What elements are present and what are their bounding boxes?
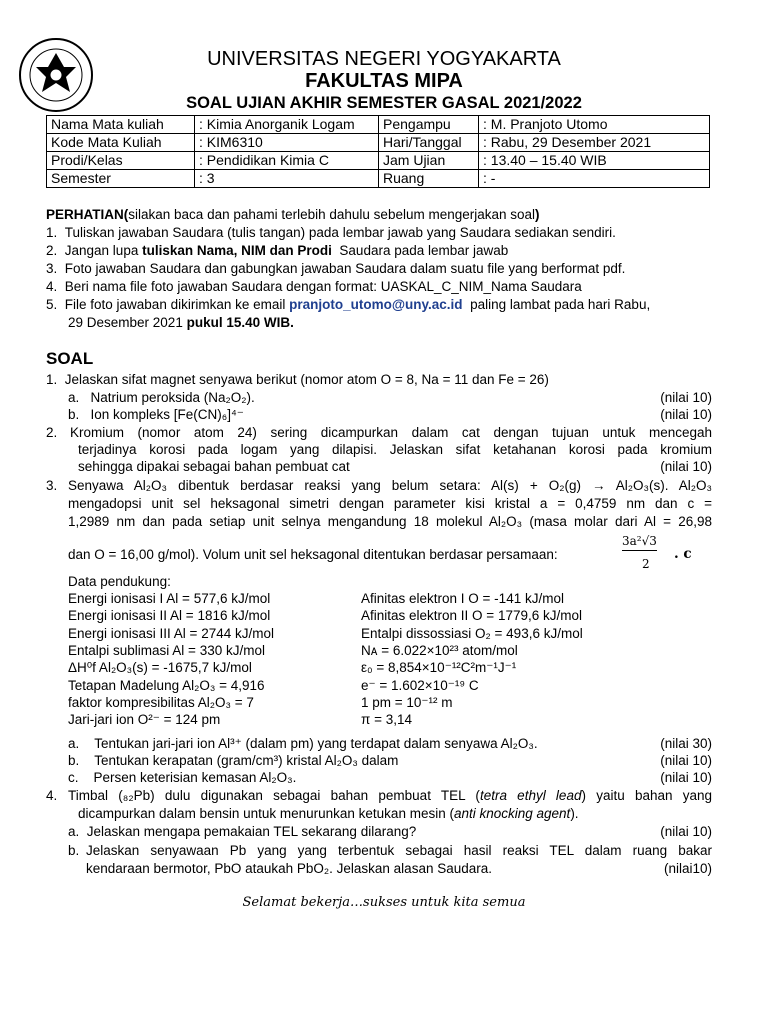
email-link[interactable]: pranjoto_utomo@uny.ac.id [289, 297, 463, 312]
data-item-left: Energi ionisasi III Al = 2744 kJ/mol [68, 625, 274, 641]
data-item-right: π = 3,14 [361, 712, 412, 728]
question-1b: b. Ion kompleks [Fe(CN)₆]⁴⁻ [68, 407, 244, 422]
info-label: Kode Mata Kuliah [47, 134, 195, 152]
table-row [47, 134, 710, 152]
data-item-left: faktor kompresibilitas Al₂O₃ = 7 [68, 694, 254, 710]
question-4-line1: Timbal (₈₂Pb) dulu digunakan sebagai bahan pembuat TEL (tetra ethyl lead) yaitu bahan yang [68, 788, 712, 803]
info-value: : - [479, 170, 710, 188]
table-row [47, 170, 710, 188]
question-3-line2: mengadopsi unit sel heksagonal simetri dengan parameter kisi kristal a = 0,4759 nm dan c = [68, 496, 712, 511]
question-4a: a. Jelaskan mengapa pemakaian TEL sekarang dilarang? [68, 824, 417, 839]
info-label: Semester [47, 170, 195, 188]
info-label: Nama Mata kuliah [47, 116, 195, 134]
question-4b-line2: kendaraan bermotor, PbO ataukah PbO₂. Jelaskan alasan Saudara. [86, 861, 492, 876]
table-row [47, 116, 710, 134]
formula-tail: . c [674, 546, 692, 562]
info-label: Pengampu [379, 116, 479, 134]
question-4-num: 4. [46, 788, 58, 803]
data-item-right: e⁻ = 1.602×10⁻¹⁹ C [361, 677, 479, 693]
info-label: Ruang [379, 170, 479, 188]
question-4b-line1: Jelaskan senyawaan Pb yang yang terbentuk sebagai hasil reaksi TEL dalam ruang bakar [86, 843, 712, 858]
closing-message: Selamat bekerja…sukses untuk kita semua [242, 895, 526, 910]
data-item-right: Afinitas elektron II O = 1779,6 kJ/mol [361, 608, 582, 624]
question-3-line4: dan O = 16,00 g/mol). Volum unit sel heksagonal ditentukan berdasar persamaan: [68, 547, 558, 562]
info-value: : 3 [195, 170, 379, 188]
score-3c: (nilai 10) [660, 770, 712, 785]
score-1b: (nilai 10) [660, 407, 712, 422]
question-3b: b. Tentukan kerapatan (gram/cm³) kristal Al₂O₃ dalam [68, 753, 399, 768]
question-2-line1: Kromium (nomor atom 24) sering dicampurkan dalam cat dengan tujuan untuk mencegah [70, 425, 712, 440]
data-item-right: ε₀ = 8,854×10⁻¹²C²m⁻¹J⁻¹ [361, 660, 517, 676]
question-2-line2: terjadinya korosi pada logam yang dilapisi. Jelaskan sifat ketahanan korosi pada kromium [78, 442, 712, 457]
question-2-num: 2. [46, 425, 58, 440]
info-label: Jam Ujian [379, 152, 479, 170]
instruction-1: 1. Tuliskan jawaban Saudara (tulis tangan) pada lembar jawab yang Saudara sediakan sendiri. [46, 225, 616, 240]
course-info-table [46, 115, 710, 188]
question-3-num: 3. [46, 478, 58, 493]
data-item-right: Afinitas elektron I O = -141 kJ/mol [361, 591, 564, 606]
score-2: (nilai 10) [660, 459, 712, 474]
instruction-4: 4. Beri nama file foto jawaban Saudara dengan format: UASKAL_C_NIM_Nama Saudara [46, 279, 582, 294]
data-item-left: Entalpi sublimasi Al = 330 kJ/mol [68, 642, 265, 658]
exam-title: SOAL UJIAN AKHIR SEMESTER GASAL 2021/2022 [186, 94, 582, 112]
instruction-5: 5. File foto jawaban dikirimkan ke email pranjoto_utomo@uny.ac.id paling lambat pada hari Rabu, [46, 297, 651, 312]
score-4b: (nilai10) [663, 861, 712, 876]
data-item-right: 1 pm = 10⁻¹² m [361, 694, 453, 710]
data-item-left: Jari-jari ion O²⁻ = 124 pm [68, 712, 221, 728]
score-3b: (nilai 10) [660, 753, 712, 768]
question-2-line3: sehingga dipakai sebagai bahan pembuat cat [78, 459, 350, 474]
score-3a: (nilai 30) [660, 736, 712, 751]
question-4b-num: b. [68, 843, 80, 858]
info-value: : Pendidikan Kimia C [195, 152, 379, 170]
perhatian-heading: PERHATIAN(silakan baca dan pahami terlebih dahulu sebelum mengerjakan soal) [46, 207, 540, 222]
formula-denominator: 2 [642, 557, 650, 571]
info-value: : M. Pranjoto Utomo [479, 116, 710, 134]
question-1a: a. Natrium peroksida (Na₂O₂). [68, 390, 255, 405]
question-1: 1. Jelaskan sifat magnet senyawa berikut (nomor atom O = 8, Na = 11 dan Fe = 26) [46, 372, 549, 387]
data-item-left: ΔH⁰f Al₂O₃(s) = -1675,7 kJ/mol [68, 660, 252, 676]
formula-numerator: 3a²√3 [622, 532, 657, 551]
info-label: Prodi/Kelas [47, 152, 195, 170]
info-value: : 13.40 – 15.40 WIB [479, 152, 710, 170]
question-4-line2: dicampurkan dalam bensin untuk menurunkan ketukan mesin (anti knocking agent). [78, 806, 579, 821]
info-value: : Kimia Anorganik Logam [195, 116, 379, 134]
data-item-right: Entalpi dissossiasi O₂ = 493,6 kJ/mol [361, 625, 583, 641]
data-item-left: Tetapan Madelung Al₂O₃ = 4,916 [68, 677, 265, 693]
question-3c: c. Persen keterisian kemasan Al₂O₃. [68, 770, 297, 785]
soal-heading: SOAL [46, 349, 94, 368]
info-value: : KIM6310 [195, 134, 379, 152]
instruction-5-cont: 29 Desember 2021 pukul 15.40 WIB. [68, 315, 294, 330]
data-item-left: Energi ionisasi I Al = 577,6 kJ/mol [68, 591, 271, 606]
score-1a: (nilai 10) [660, 390, 712, 405]
question-3-line3: 1,2989 nm dan pada setiap unit selnya mengandung 18 molekul Al₂O₃ (masa molar dari Al = 26,98 [68, 514, 712, 529]
instruction-2: 2. Jangan lupa tuliskan Nama, NIM dan Prodi Saudara pada lembar jawab [46, 243, 509, 258]
data-title: Data pendukung: [68, 574, 171, 589]
info-label: Hari/Tanggal [379, 134, 479, 152]
instruction-3: 3. Foto jawaban Saudara dan gabungkan jawaban Saudara dalam suatu file yang berformat pdf. [46, 261, 626, 276]
score-4a: (nilai 10) [660, 824, 712, 839]
faculty-name: FAKULTAS MIPA [305, 70, 463, 92]
data-item-left: Energi ionisasi II Al = 1816 kJ/mol [68, 608, 271, 624]
data-item-right: Nᴀ = 6.022×10²³ atom/mol [361, 642, 518, 658]
table-row [47, 152, 710, 170]
question-3-line1: Senyawa Al₂O₃ dibentuk berdasar reaksi yang belum setara: Al(s) + O₂(g) → Al₂O₃(s). Al₂O₃ [68, 478, 712, 493]
question-3a: a. Tentukan jari-jari ion Al³⁺ (dalam pm) yang terdapat dalam senyawa Al₂O₃. [68, 736, 538, 751]
university-name: UNIVERSITAS NEGERI YOGYAKARTA [207, 48, 561, 70]
info-value: : Rabu, 29 Desember 2021 [479, 134, 710, 152]
